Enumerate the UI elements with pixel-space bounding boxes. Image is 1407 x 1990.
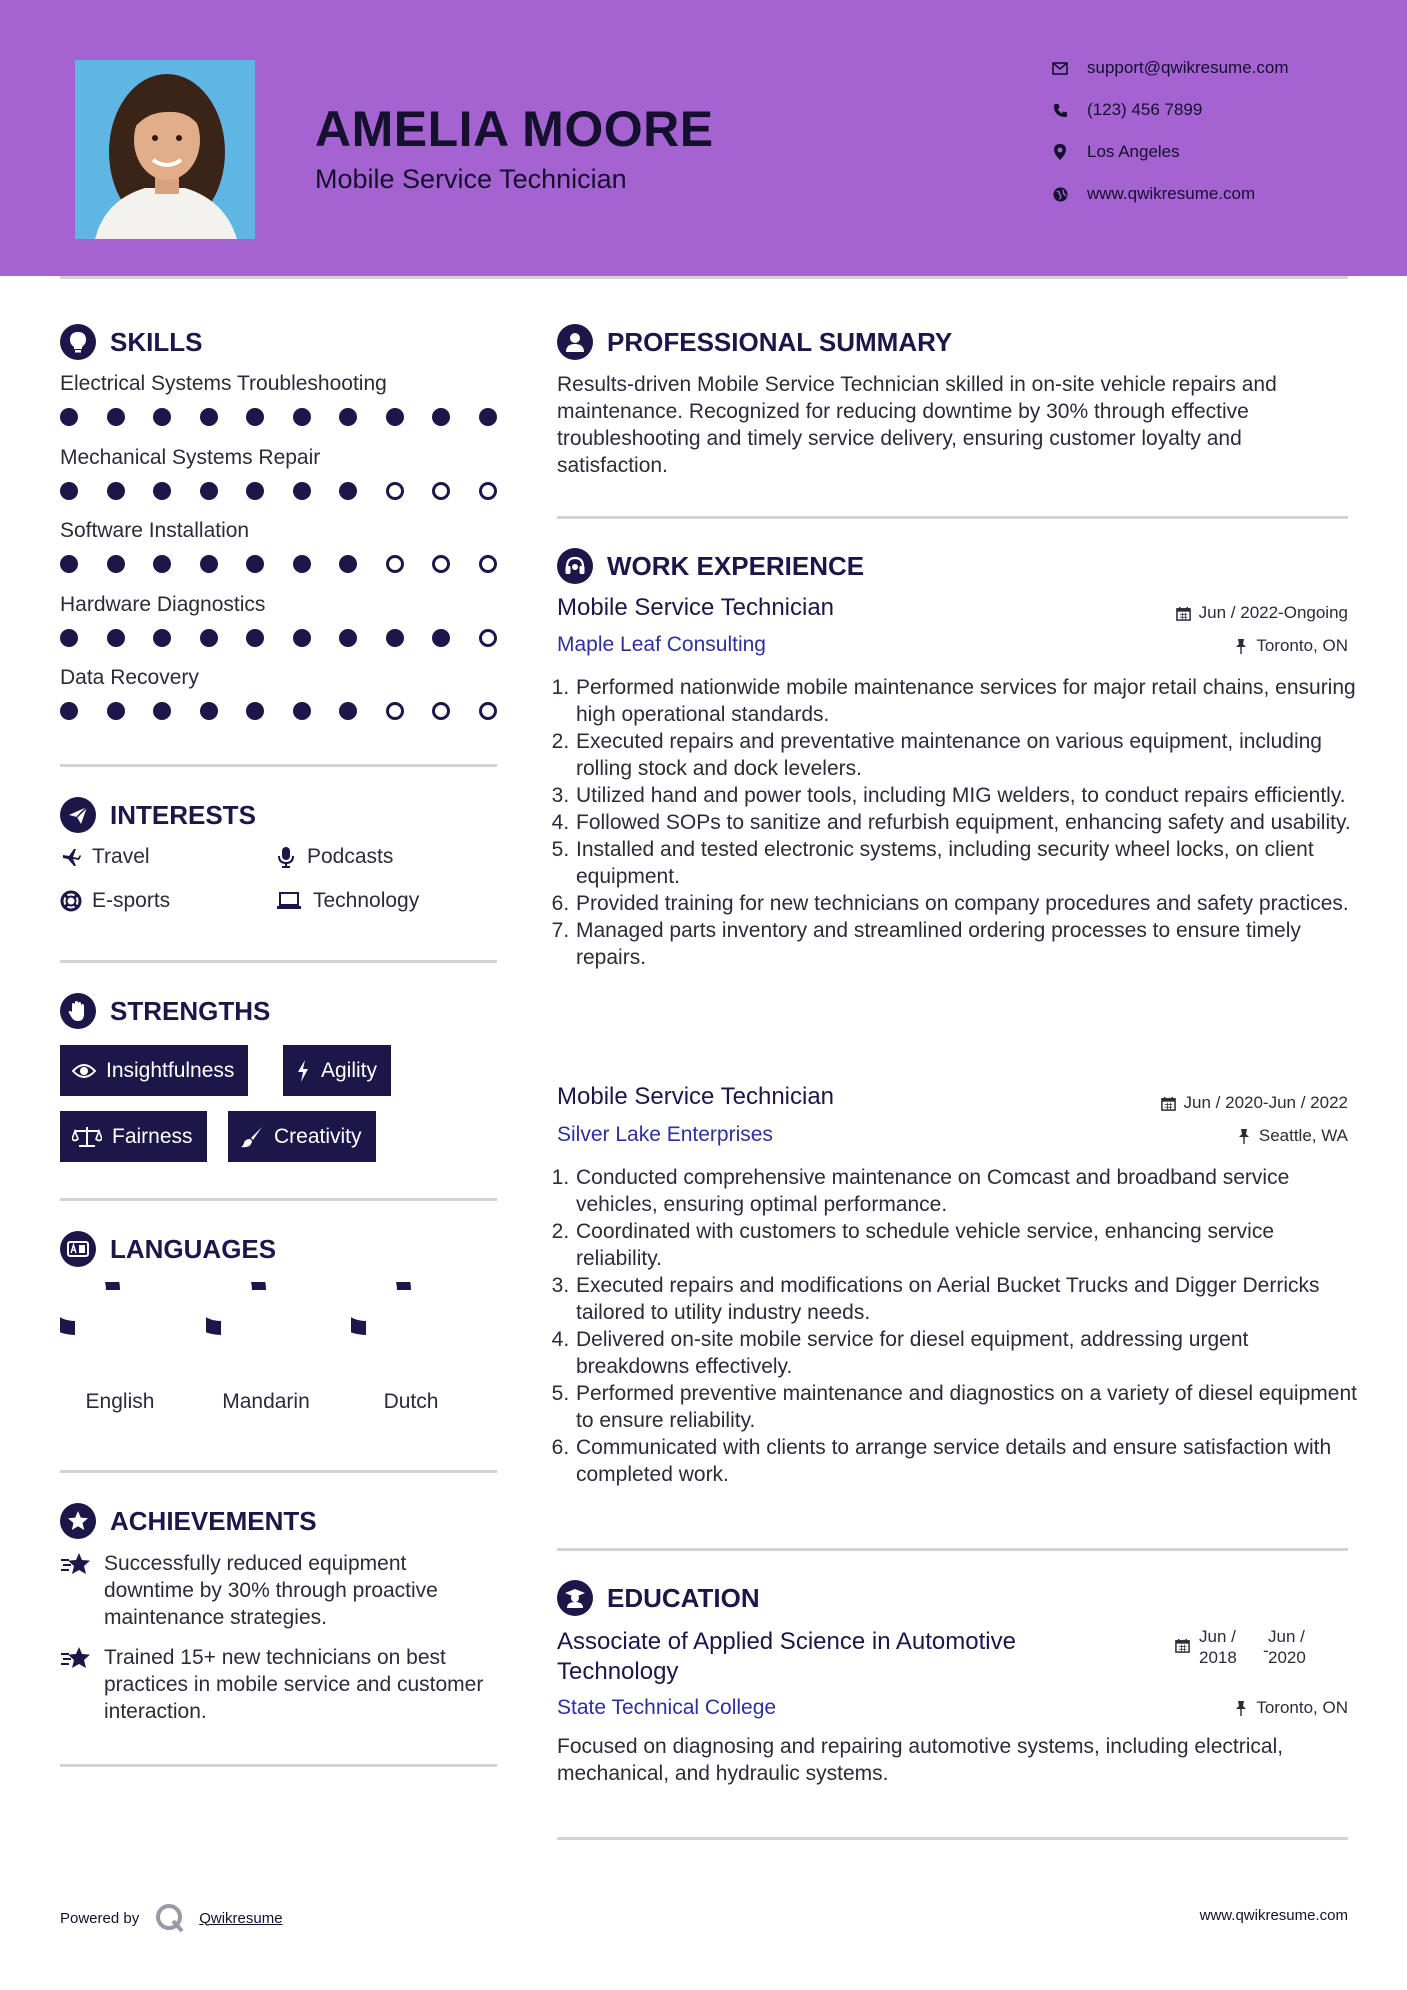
calendar-icon <box>1160 1094 1178 1112</box>
job-company: Maple Leaf Consulting <box>557 633 766 656</box>
job-bullets <box>557 1164 1365 1488</box>
skill-name: Data Recovery <box>60 666 199 689</box>
rating-dot-empty <box>386 555 404 573</box>
job-location: Seattle, WA <box>1235 1126 1348 1146</box>
achievements-heading: ACHIEVEMENTS <box>60 1503 317 1539</box>
pushpin-icon <box>1232 637 1250 655</box>
skill-rating <box>60 555 525 573</box>
rating-dot-filled <box>339 408 357 426</box>
rating-dot-empty <box>432 555 450 573</box>
rating-dot-filled <box>60 482 78 500</box>
rating-dot-empty <box>432 482 450 500</box>
user-icon <box>557 324 593 360</box>
contact-email[interactable] <box>1050 58 1289 78</box>
qwikresume-logo-icon <box>155 1903 185 1933</box>
paper-plane-icon <box>60 797 96 833</box>
rating-dot-filled <box>200 482 218 500</box>
section-divider <box>557 1548 1348 1551</box>
language-icon <box>60 1231 96 1267</box>
language-name: Dutch <box>383 1390 439 1413</box>
rating-dot-filled <box>293 702 311 720</box>
rating-dot-filled <box>107 702 125 720</box>
rating-dot-filled <box>153 555 171 573</box>
life-ring-icon <box>60 890 82 912</box>
job-bullet: 1. Conducted comprehensive maintenance on Comcast and broadband service vehicles, ensuring optimal performance. <box>575 1164 1365 1218</box>
rating-dot-filled <box>153 482 171 500</box>
job-bullet: 2. Coordinated with customers to schedule vehicle service, enhancing service reliability. <box>575 1218 1365 1272</box>
skill-name: Hardware Diagnostics <box>60 592 266 616</box>
section-divider <box>60 1764 497 1767</box>
star-list-icon <box>60 1644 94 1725</box>
rating-dot-filled <box>386 629 404 647</box>
strength-tag-agility: Agility <box>283 1045 391 1096</box>
candidate-title: Mobile Service Technician <box>315 164 627 194</box>
skills-list <box>60 372 525 740</box>
graduate-icon <box>557 1580 593 1616</box>
eye-icon <box>72 1059 96 1083</box>
contact-phone-text: (123) 456 7899 <box>1087 100 1203 119</box>
job-bullet: 4. Followed SOPs to sanitize and refurbish equipment, enhancing safety and usability. <box>575 809 1365 836</box>
skill-rating <box>60 629 525 647</box>
contact-location <box>1050 142 1180 162</box>
skill-name: Mechanical Systems Repair <box>60 445 321 469</box>
skill-item <box>60 446 525 520</box>
language-ring <box>60 1282 180 1377</box>
skill-item <box>60 666 525 740</box>
rating-dot-filled <box>293 555 311 573</box>
job-bullet: 1. Performed nationwide mobile maintenance services for major retail chains, ensuring high operational standards. <box>575 674 1365 728</box>
skill-rating <box>60 702 525 720</box>
job-date: Jun / 2022-Ongoing <box>1175 603 1348 623</box>
job-bullet: 6. Provided training for new technicians on company procedures and safety practices. <box>575 890 1365 917</box>
balance-scale-icon <box>72 1125 102 1149</box>
section-divider <box>60 1470 497 1473</box>
rating-dot-filled <box>293 482 311 500</box>
rating-dot-filled <box>246 702 264 720</box>
rating-dot-filled <box>153 408 171 426</box>
rating-dot-filled <box>200 408 218 426</box>
rating-dot-empty <box>479 702 497 720</box>
job-bullet: 4. Delivered on-site mobile service for diesel equipment, addressing urgent breakdowns effectively. <box>575 1326 1365 1380</box>
skill-name: Electrical Systems Troubleshooting <box>60 372 387 395</box>
star-list-icon <box>60 1550 94 1631</box>
rating-dot-filled <box>246 555 264 573</box>
languages-heading: LANGUAGES <box>60 1231 276 1267</box>
strength-tag-insightfulness: Insightfulness <box>60 1045 248 1096</box>
strengths-heading: STRENGTHS <box>60 993 270 1029</box>
rating-dot-filled <box>339 702 357 720</box>
interest-technology: Technology <box>275 889 419 913</box>
skill-name: Software Installation <box>60 519 250 542</box>
headset-icon <box>557 548 593 584</box>
contact-website-text: www.qwikresume.com <box>1087 184 1256 203</box>
experience-heading: WORK EXPERIENCE <box>557 548 864 584</box>
lightbulb-icon <box>60 324 96 360</box>
rating-dot-empty <box>479 482 497 500</box>
rating-dot-empty <box>479 629 497 647</box>
rating-dot-filled <box>339 629 357 647</box>
strength-tag-fairness: Fairness <box>60 1111 207 1162</box>
footer-powered-by: Powered by Qwikresume <box>60 1903 283 1933</box>
rating-dot-filled <box>107 629 125 647</box>
rating-dot-empty <box>432 702 450 720</box>
contact-email-text: support@qwikresume.com <box>1087 58 1289 77</box>
rating-dot-empty <box>386 702 404 720</box>
achievement-item: Successfully reduced equipment downtime by 30% through proactive maintenance strategies. <box>60 1550 500 1631</box>
microphone-icon <box>275 846 297 868</box>
education-date: Jun / 2018 - Jun / 2020 <box>1175 1626 1306 1668</box>
summary-text: Results-driven Mobile Service Technician skilled in on-site vehicle repairs and maintenance. Recognized for reducing downtime by 30% through effective troubleshooting and timely service delivery, ensuring customer loyalty and satisfaction. <box>557 373 1277 477</box>
strength-tag-creativity: Creativity <box>228 1111 376 1162</box>
rating-dot-filled <box>293 629 311 647</box>
language-ring <box>351 1282 471 1377</box>
bolt-icon <box>295 1059 311 1083</box>
rating-dot-empty <box>479 555 497 573</box>
rating-dot-filled <box>60 702 78 720</box>
interest-podcasts: Podcasts <box>275 845 393 869</box>
job-bullet: 2. Executed repairs and preventative maintenance on various equipment, including rolling stock and dock levelers. <box>575 728 1365 782</box>
rating-dot-filled <box>107 555 125 573</box>
job-location: Toronto, ON <box>1232 636 1348 656</box>
job-bullet: 5. Performed preventive maintenance and diagnostics on a variety of diesel equipment to ensure reliability. <box>575 1380 1365 1434</box>
phone-icon <box>1050 100 1070 120</box>
rating-dot-filled <box>246 408 264 426</box>
degree-title: Associate of Applied Science in Automotive Technology <box>557 1628 1016 1685</box>
footer-website[interactable]: www.qwikresume.com <box>1199 1907 1348 1924</box>
hand-icon <box>60 993 96 1029</box>
rating-dot-filled <box>479 408 497 426</box>
job-title: Mobile Service Technician <box>557 594 835 621</box>
section-divider <box>557 1837 1348 1840</box>
calendar-icon <box>1175 604 1193 622</box>
rating-dot-filled <box>293 408 311 426</box>
skills-heading: SKILLS <box>60 324 202 360</box>
plane-icon <box>60 846 82 868</box>
rating-dot-empty <box>386 482 404 500</box>
contact-location-text: Los Angeles <box>1087 142 1180 161</box>
pushpin-icon <box>1235 1127 1253 1145</box>
interests-heading: INTERESTS <box>60 797 256 833</box>
star-badge-icon <box>60 1503 96 1539</box>
achievement-item: Trained 15+ new technicians on best practices in mobile service and customer interaction. <box>60 1644 500 1725</box>
envelope-icon <box>1050 58 1070 78</box>
education-heading: EDUCATION <box>557 1580 760 1616</box>
language-name: English <box>85 1390 155 1413</box>
job-bullet: 3. Executed repairs and modifications on Aerial Bucket Trucks and Digger Derricks tailored to utility industry needs. <box>575 1272 1365 1326</box>
language-dutch <box>351 1282 471 1414</box>
job-title: Mobile Service Technician <box>557 1083 835 1110</box>
rating-dot-filled <box>246 482 264 500</box>
contact-website[interactable] <box>1050 184 1255 204</box>
language-english <box>60 1282 180 1414</box>
candidate-name: AMELIA MOORE <box>315 101 714 157</box>
rating-dot-filled <box>200 702 218 720</box>
rating-dot-filled <box>60 555 78 573</box>
summary-heading: PROFESSIONAL SUMMARY <box>557 324 952 360</box>
section-divider <box>60 764 497 767</box>
pushpin-icon <box>1232 1699 1250 1717</box>
rating-dot-filled <box>60 629 78 647</box>
skill-item <box>60 519 525 593</box>
skill-rating <box>60 482 525 500</box>
rating-dot-filled <box>200 555 218 573</box>
education-text: Focused on diagnosing and repairing automotive systems, including electrical, mechanical, and hydraulic systems. <box>557 1735 1284 1785</box>
language-name: Mandarin <box>222 1390 310 1413</box>
rating-dot-filled <box>339 482 357 500</box>
profile-photo <box>75 60 255 239</box>
job-company: Silver Lake Enterprises <box>557 1123 773 1146</box>
rating-dot-filled <box>60 408 78 426</box>
section-divider <box>60 960 497 963</box>
globe-icon <box>1050 184 1070 204</box>
laptop-icon <box>275 890 303 912</box>
rating-dot-filled <box>153 702 171 720</box>
job-date: Jun / 2020-Jun / 2022 <box>1160 1093 1348 1113</box>
skill-item <box>60 372 525 446</box>
calendar-icon <box>1175 1626 1193 1658</box>
job-bullets <box>557 674 1365 971</box>
rating-dot-filled <box>153 629 171 647</box>
language-mandarin <box>206 1282 326 1414</box>
skill-rating <box>60 408 525 426</box>
rating-dot-filled <box>107 408 125 426</box>
language-ring <box>206 1282 326 1377</box>
skill-item <box>60 593 525 667</box>
job-bullet: 7. Managed parts inventory and streamlined ordering processes to ensure timely repairs. <box>575 917 1365 971</box>
section-divider <box>557 516 1348 519</box>
achievements-list <box>60 1550 500 1725</box>
rating-dot-filled <box>386 408 404 426</box>
rating-dot-filled <box>246 629 264 647</box>
job-bullet: 5. Installed and tested electronic systems, including security wheel locks, on client equipment. <box>575 836 1365 890</box>
education-location: Toronto, ON <box>1232 1698 1348 1718</box>
rating-dot-filled <box>107 482 125 500</box>
interest-travel: Travel <box>60 845 150 869</box>
rating-dot-filled <box>200 629 218 647</box>
header-divider <box>60 276 1348 279</box>
rating-dot-filled <box>432 408 450 426</box>
paint-brush-icon <box>240 1125 264 1149</box>
job-bullet: 6. Communicated with clients to arrange service details and ensure satisfaction with completed work. <box>575 1434 1365 1488</box>
footer-brand-link[interactable]: Qwikresume <box>199 1909 283 1927</box>
job-bullet: 3. Utilized hand and power tools, including MIG welders, to conduct repairs efficiently. <box>575 782 1365 809</box>
contact-phone[interactable] <box>1050 100 1202 120</box>
school-name: State Technical College <box>557 1696 777 1719</box>
rating-dot-filled <box>339 555 357 573</box>
rating-dot-filled <box>432 629 450 647</box>
map-marker-icon <box>1050 142 1070 162</box>
interest-esports: E-sports <box>60 889 170 913</box>
section-divider <box>60 1198 497 1201</box>
